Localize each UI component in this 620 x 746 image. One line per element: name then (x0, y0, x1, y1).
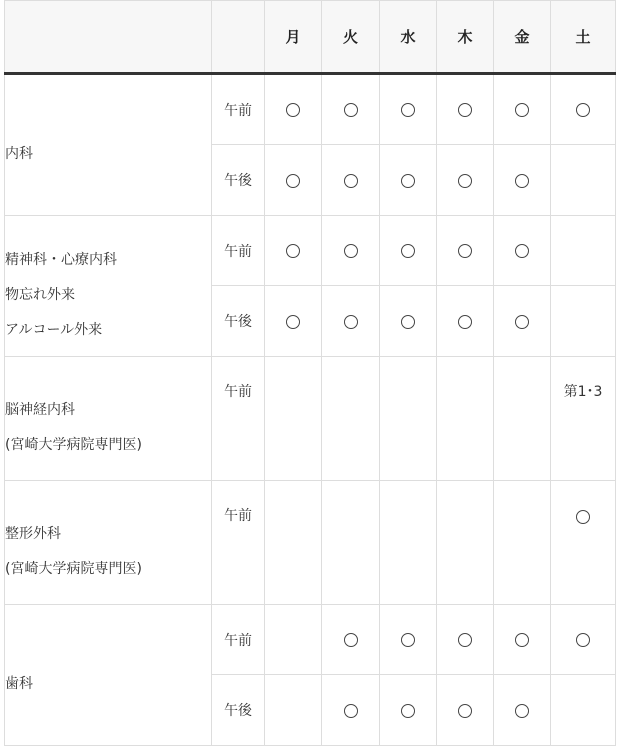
day-cell (380, 605, 437, 675)
day-cell (380, 74, 437, 145)
header-day-thu: 木 (437, 1, 494, 74)
day-cell (551, 481, 616, 605)
day-cell (437, 216, 494, 286)
available-circle-icon (458, 633, 472, 647)
day-cell (494, 216, 551, 286)
day-cell (322, 357, 380, 481)
available-circle-icon (515, 633, 529, 647)
header-row (5, 1, 616, 74)
session-time: 午前 (212, 481, 265, 605)
day-cell (551, 675, 616, 746)
department-name-line: (宮崎大学病院専門医) (5, 560, 142, 577)
day-cell (265, 605, 322, 675)
department-name: 歯科 (5, 675, 33, 692)
header-day-wed: 水 (380, 1, 437, 74)
day-cell (265, 74, 322, 145)
department-name-line: 物忘れ外来 (5, 286, 75, 303)
available-circle-icon (576, 633, 590, 647)
available-circle-icon (576, 510, 590, 524)
day-cell (437, 605, 494, 675)
available-circle-icon (515, 103, 529, 117)
day-cell (322, 605, 380, 675)
header-corner-cell (5, 1, 212, 74)
department-name: 精神科・心療内科 (5, 251, 117, 268)
day-cell (265, 145, 322, 216)
session-time: 午前 (212, 216, 265, 286)
available-circle-icon (401, 704, 415, 718)
department-name: 脳神経内科 (5, 401, 75, 418)
header-day-mon: 月 (265, 1, 322, 74)
available-circle-icon (286, 244, 300, 258)
header-day-fri: 金 (494, 1, 551, 74)
day-cell (322, 286, 380, 357)
table-row (5, 74, 616, 145)
header-time-cell (212, 1, 265, 74)
available-circle-icon (401, 103, 415, 117)
available-circle-icon (458, 315, 472, 329)
day-cell (380, 675, 437, 746)
available-circle-icon (401, 633, 415, 647)
available-circle-icon (458, 103, 472, 117)
day-cell (322, 216, 380, 286)
day-cell (380, 145, 437, 216)
available-circle-icon (344, 633, 358, 647)
available-circle-icon (344, 174, 358, 188)
day-cell (380, 357, 437, 481)
clinic-schedule-table (4, 0, 616, 746)
day-cell (437, 145, 494, 216)
day-cell (494, 675, 551, 746)
table-row (5, 216, 616, 286)
day-cell: 第1･3 (551, 357, 616, 481)
day-cell (494, 74, 551, 145)
session-time: 午前 (212, 605, 265, 675)
day-cell (380, 481, 437, 605)
day-cell (494, 286, 551, 357)
available-circle-icon (344, 315, 358, 329)
day-cell (494, 481, 551, 605)
table-row (5, 481, 616, 605)
session-time: 午前 (212, 74, 265, 145)
department-cell (5, 357, 212, 481)
available-circle-icon (458, 174, 472, 188)
available-circle-icon (515, 174, 529, 188)
day-cell (265, 675, 322, 746)
day-cell (322, 145, 380, 216)
available-circle-icon (286, 315, 300, 329)
department-name-line: (宮崎大学病院専門医) (5, 436, 142, 453)
department-name: 整形外科 (5, 525, 61, 542)
day-cell (380, 286, 437, 357)
header-day-sat: 土 (551, 1, 616, 74)
day-cell (265, 357, 322, 481)
table-row (5, 605, 616, 675)
department-name-line: アルコール外来 (5, 321, 103, 338)
available-circle-icon (401, 244, 415, 258)
day-cell (265, 216, 322, 286)
table-row (5, 357, 616, 481)
day-cell (437, 675, 494, 746)
available-circle-icon (515, 315, 529, 329)
day-cell (322, 675, 380, 746)
available-circle-icon (344, 103, 358, 117)
day-cell (322, 74, 380, 145)
day-cell (265, 481, 322, 605)
day-cell (437, 357, 494, 481)
available-circle-icon (344, 244, 358, 258)
schedule-body (5, 74, 616, 746)
day-cell (494, 357, 551, 481)
available-circle-icon (286, 174, 300, 188)
department-cell (5, 605, 212, 746)
available-circle-icon (401, 174, 415, 188)
available-circle-icon (576, 103, 590, 117)
day-cell (494, 605, 551, 675)
available-circle-icon (401, 315, 415, 329)
day-cell (322, 481, 380, 605)
available-circle-icon (458, 704, 472, 718)
day-cell (551, 216, 616, 286)
session-time: 午後 (212, 675, 265, 746)
department-cell (5, 481, 212, 605)
session-time: 午前 (212, 357, 265, 481)
day-cell (265, 286, 322, 357)
day-cell (437, 74, 494, 145)
department-cell (5, 216, 212, 357)
available-circle-icon (515, 244, 529, 258)
day-cell (380, 216, 437, 286)
department-name: 内科 (5, 145, 33, 162)
available-circle-icon (286, 103, 300, 117)
day-cell (551, 605, 616, 675)
day-cell (437, 286, 494, 357)
day-cell (437, 481, 494, 605)
available-circle-icon (344, 704, 358, 718)
available-circle-icon (515, 704, 529, 718)
day-cell (551, 286, 616, 357)
session-time: 午後 (212, 286, 265, 357)
day-cell (551, 145, 616, 216)
available-circle-icon (458, 244, 472, 258)
day-cell (551, 74, 616, 145)
session-time: 午後 (212, 145, 265, 216)
department-cell (5, 74, 212, 216)
header-day-tue: 火 (322, 1, 380, 74)
day-cell (494, 145, 551, 216)
